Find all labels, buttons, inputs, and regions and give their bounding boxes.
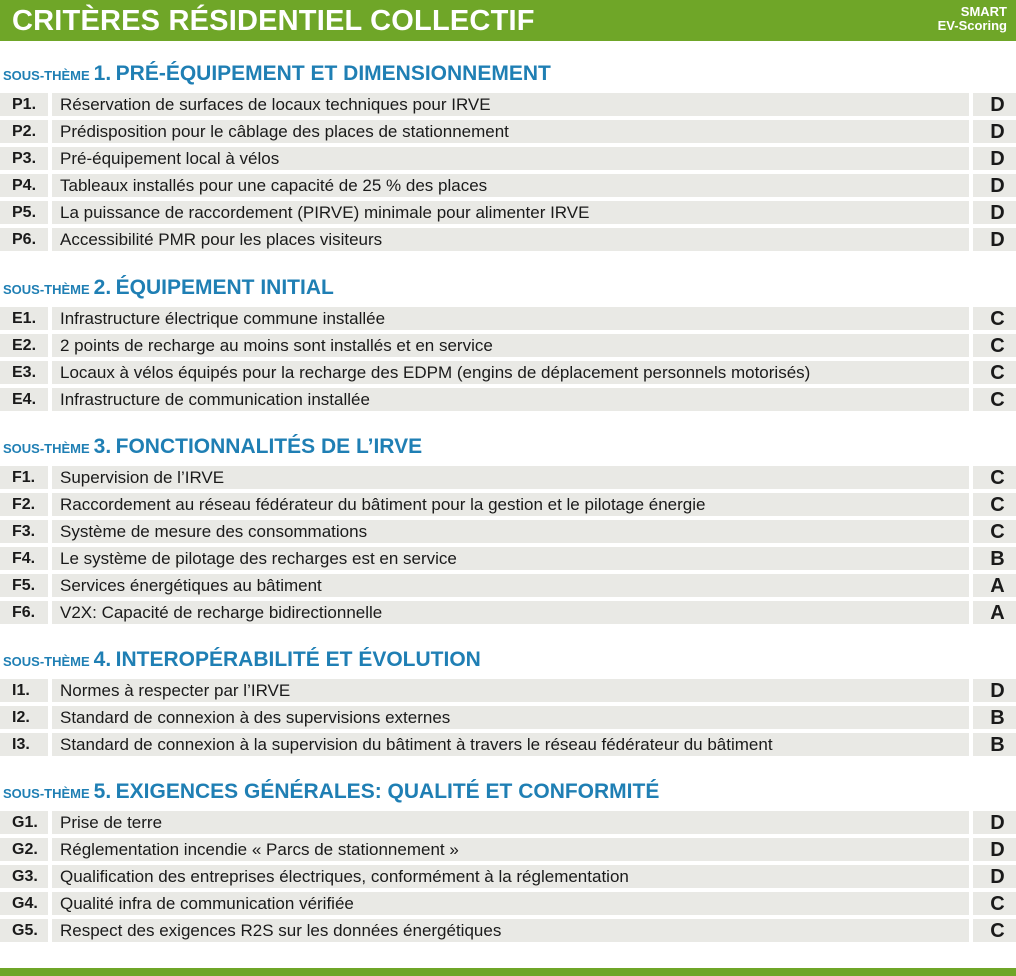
page-header	[0, 0, 1016, 41]
section-number: 3.	[93, 435, 112, 458]
criteria-row	[0, 574, 1016, 597]
footer-bar	[0, 968, 1016, 976]
section-equipement-initial	[0, 275, 1016, 415]
criteria-label: Standard de connexion à des supervisions externes	[52, 706, 969, 729]
criteria-label: Services énergétiques au bâtiment	[52, 574, 969, 597]
criteria-row	[0, 466, 1016, 489]
criteria-code: F4.	[0, 547, 48, 570]
section-prefix: SOUS-THÈME	[3, 68, 90, 83]
brand-line-1: SMART	[960, 4, 1007, 19]
criteria-label: Système de mesure des consommations	[52, 520, 969, 543]
criteria-code: F6.	[0, 601, 48, 624]
criteria-label: La puissance de raccordement (PIRVE) minimale pour alimenter IRVE	[52, 201, 969, 224]
criteria-grade: C	[973, 361, 1016, 384]
criteria-code: I1.	[0, 679, 48, 702]
criteria-row	[0, 865, 1016, 888]
criteria-label: Raccordement au réseau fédérateur du bâtiment pour la gestion et le pilotage énergie	[52, 493, 969, 516]
section-name: PRÉ-ÉQUIPEMENT ET DIMENSIONNEMENT	[115, 62, 551, 85]
criteria-code: P2.	[0, 120, 48, 143]
criteria-code: F1.	[0, 466, 48, 489]
criteria-grade: D	[973, 228, 1016, 251]
criteria-label: Le système de pilotage des recharges est en service	[52, 547, 969, 570]
criteria-label: Infrastructure électrique commune installée	[52, 307, 969, 330]
section-name: INTEROPÉRABILITÉ ET ÉVOLUTION	[115, 648, 481, 671]
criteria-grade: B	[973, 733, 1016, 756]
criteria-row	[0, 919, 1016, 942]
criteria-row	[0, 679, 1016, 702]
criteria-grade: D	[973, 679, 1016, 702]
section-heading	[0, 275, 1016, 301]
criteria-row	[0, 120, 1016, 143]
criteria-row	[0, 706, 1016, 729]
section-heading	[0, 647, 1016, 673]
criteria-row	[0, 493, 1016, 516]
criteria-code: F2.	[0, 493, 48, 516]
criteria-label: Réservation de surfaces de locaux techniques pour IRVE	[52, 93, 969, 116]
section-name: EXIGENCES GÉNÉRALES: QUALITÉ ET CONFORMITÉ	[115, 780, 660, 803]
criteria-grade: C	[973, 493, 1016, 516]
criteria-row	[0, 147, 1016, 170]
criteria-grade: C	[973, 892, 1016, 915]
criteria-code: I3.	[0, 733, 48, 756]
criteria-grade: D	[973, 93, 1016, 116]
section-name: FONCTIONNALITÉS DE L’IRVE	[115, 435, 423, 458]
criteria-code: P4.	[0, 174, 48, 197]
section-name: ÉQUIPEMENT INITIAL	[115, 276, 334, 299]
criteria-grade: D	[973, 838, 1016, 861]
criteria-code: E3.	[0, 361, 48, 384]
section-prefix: SOUS-THÈME	[3, 786, 90, 801]
criteria-grade: C	[973, 307, 1016, 330]
criteria-row	[0, 93, 1016, 116]
criteria-label: Prise de terre	[52, 811, 969, 834]
criteria-grade: D	[973, 120, 1016, 143]
section-heading	[0, 434, 1016, 460]
criteria-row	[0, 547, 1016, 570]
criteria-row	[0, 361, 1016, 384]
criteria-code: G5.	[0, 919, 48, 942]
brand-line-2: EV-Scoring	[937, 18, 1007, 33]
section-heading	[0, 779, 1016, 805]
section-pre-equipement	[0, 61, 1016, 255]
criteria-row	[0, 520, 1016, 543]
criteria-row	[0, 733, 1016, 756]
criteria-grade: B	[973, 706, 1016, 729]
criteria-code: G4.	[0, 892, 48, 915]
criteria-grade: C	[973, 466, 1016, 489]
section-number: 4.	[93, 648, 112, 671]
criteria-grade: D	[973, 201, 1016, 224]
criteria-row	[0, 174, 1016, 197]
criteria-label: Pré-équipement local à vélos	[52, 147, 969, 170]
criteria-label: Infrastructure de communication installée	[52, 388, 969, 411]
criteria-label: Tableaux installés pour une capacité de 25 % des places	[52, 174, 969, 197]
section-heading	[0, 61, 1016, 87]
criteria-code: F5.	[0, 574, 48, 597]
criteria-label: Qualité infra de communication vérifiée	[52, 892, 969, 915]
criteria-grade: C	[973, 520, 1016, 543]
criteria-code: G3.	[0, 865, 48, 888]
criteria-row	[0, 838, 1016, 861]
criteria-row	[0, 811, 1016, 834]
criteria-grade: A	[973, 601, 1016, 624]
page-title: CRITÈRES RÉSIDENTIEL COLLECTIF	[12, 5, 535, 37]
criteria-label: Supervision de l’IRVE	[52, 466, 969, 489]
criteria-grade: C	[973, 334, 1016, 357]
criteria-label: V2X: Capacité de recharge bidirectionnelle	[52, 601, 969, 624]
criteria-label: 2 points de recharge au moins sont installés et en service	[52, 334, 969, 357]
criteria-grade: A	[973, 574, 1016, 597]
criteria-label: Locaux à vélos équipés pour la recharge des EDPM (engins de déplacement personnels motorisés)	[52, 361, 969, 384]
section-number: 5.	[93, 780, 112, 803]
criteria-row	[0, 228, 1016, 251]
criteria-row	[0, 334, 1016, 357]
criteria-label: Prédisposition pour le câblage des places de stationnement	[52, 120, 969, 143]
criteria-grade: C	[973, 919, 1016, 942]
criteria-label: Réglementation incendie « Parcs de stationnement »	[52, 838, 969, 861]
criteria-code: P6.	[0, 228, 48, 251]
criteria-code: P3.	[0, 147, 48, 170]
section-prefix: SOUS-THÈME	[3, 654, 90, 669]
criteria-code: I2.	[0, 706, 48, 729]
criteria-label: Normes à respecter par l’IRVE	[52, 679, 969, 702]
criteria-code: E2.	[0, 334, 48, 357]
section-prefix: SOUS-THÈME	[3, 441, 90, 456]
criteria-code: E1.	[0, 307, 48, 330]
criteria-row	[0, 892, 1016, 915]
section-interoperabilite	[0, 647, 1016, 760]
criteria-label: Respect des exigences R2S sur les données énergétiques	[52, 919, 969, 942]
criteria-grade: B	[973, 547, 1016, 570]
criteria-label: Standard de connexion à la supervision du bâtiment à travers le réseau fédérateur du bâtiment	[52, 733, 969, 756]
criteria-code: E4.	[0, 388, 48, 411]
criteria-grade: D	[973, 811, 1016, 834]
criteria-row	[0, 201, 1016, 224]
criteria-grade: D	[973, 174, 1016, 197]
criteria-grade: D	[973, 865, 1016, 888]
criteria-code: G1.	[0, 811, 48, 834]
criteria-label: Qualification des entreprises électriques, conformément à la réglementation	[52, 865, 969, 888]
section-prefix: SOUS-THÈME	[3, 282, 90, 297]
criteria-grade: D	[973, 147, 1016, 170]
section-exigences-generales	[0, 779, 1016, 946]
section-fonctionnalites	[0, 434, 1016, 628]
section-number: 2.	[93, 276, 112, 299]
criteria-row	[0, 307, 1016, 330]
criteria-code: F3.	[0, 520, 48, 543]
criteria-code: G2.	[0, 838, 48, 861]
criteria-code: P5.	[0, 201, 48, 224]
criteria-row	[0, 388, 1016, 411]
section-number: 1.	[93, 62, 112, 85]
criteria-code: P1.	[0, 93, 48, 116]
brand-logo-text	[938, 5, 1007, 33]
criteria-row	[0, 601, 1016, 624]
criteria-grade: C	[973, 388, 1016, 411]
criteria-label: Accessibilité PMR pour les places visiteurs	[52, 228, 969, 251]
